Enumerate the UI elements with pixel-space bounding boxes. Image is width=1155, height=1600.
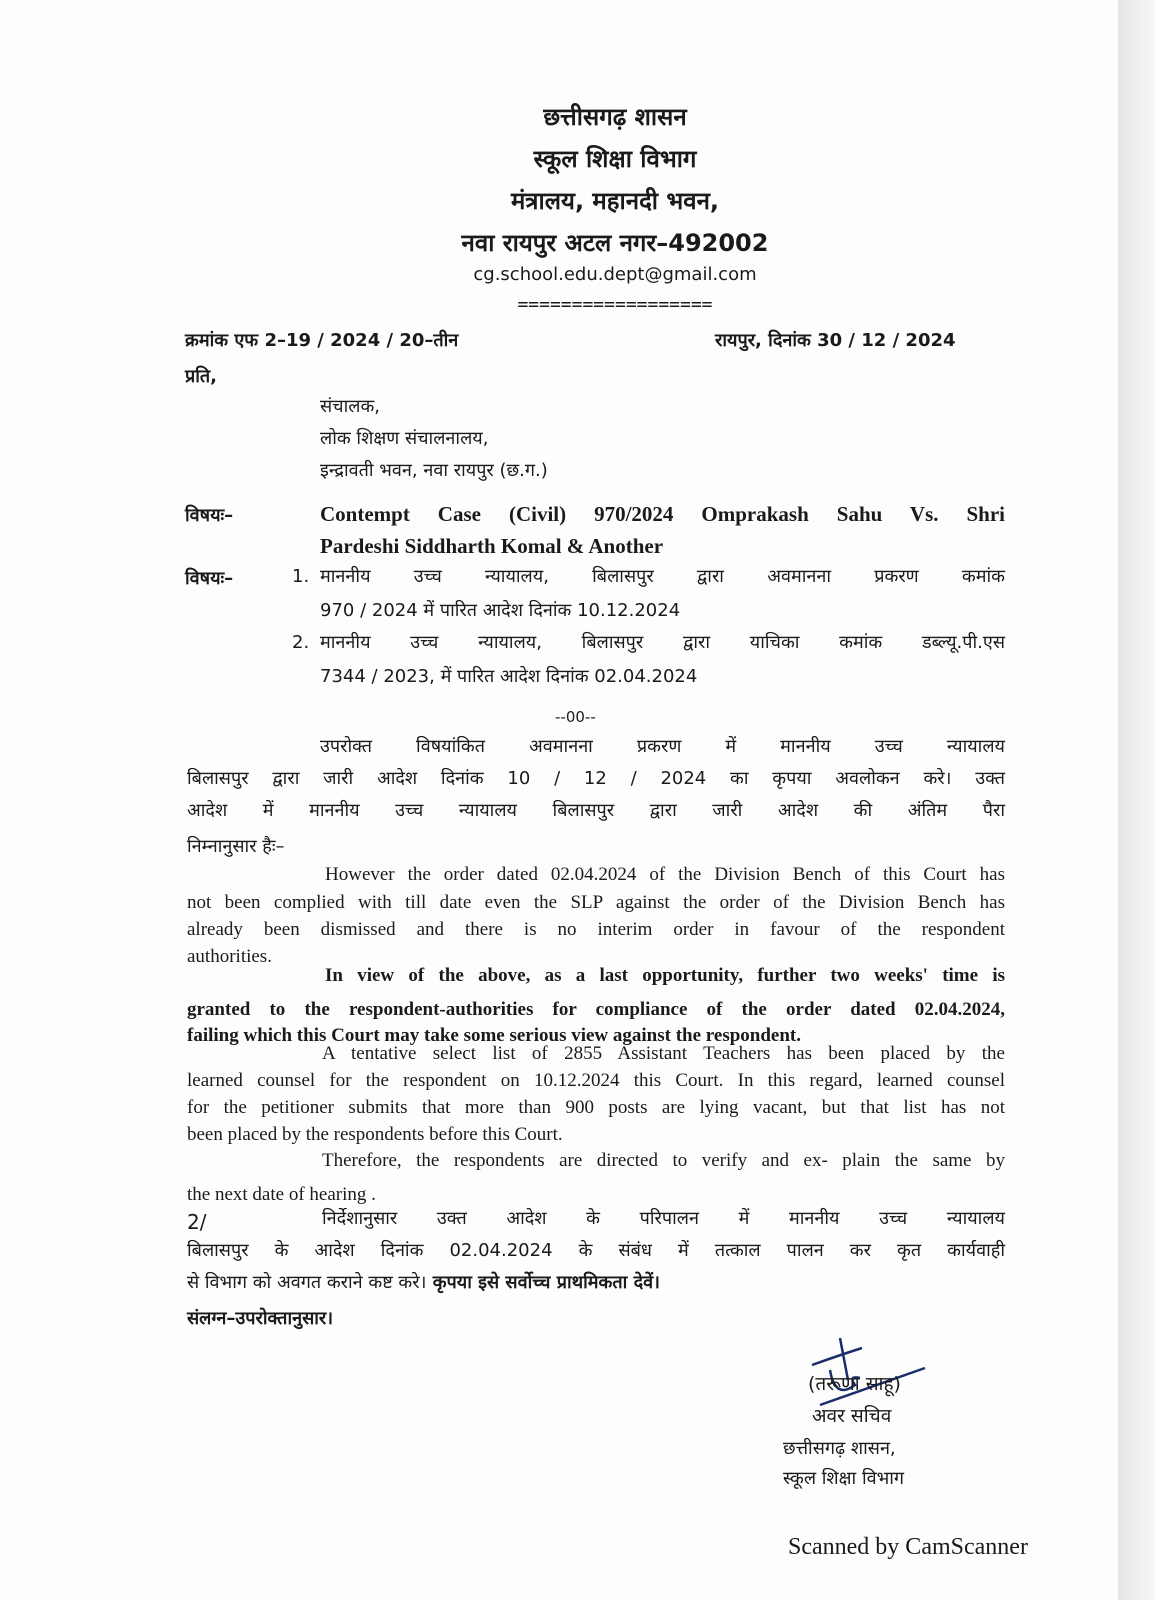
reference-label: विषयः– [185,568,234,589]
header-line: मंत्रालय, महानदी भवन, [510,187,720,215]
header-divider: ================== [517,294,713,315]
para2-number: 2/ [187,1210,207,1234]
enclosure: संलग्न–उपरोक्तानुसार। [187,1308,334,1329]
quote-line: However the order dated 02.04.2024 of the Division Bench of this Court has [325,864,1005,885]
quote-bold-line: granted to the respondent-authorities for compliance of the order dated 02.04.2024, [187,999,1005,1020]
reference-num: 2. [292,632,310,653]
place-date: रायपुर, दिनांक 30 / 12 / 2024 [715,330,956,351]
quote-line: A tentative select list of 2855 Assistant Teachers has been placed by the [322,1043,1005,1064]
header-line: छत्तीसगढ़ शासन [543,103,687,131]
addressee-line: संचालक, [320,396,381,417]
header-line: नवा रायपुर अटल नगर–492002 [461,229,769,257]
reference-num: 1. [292,566,310,587]
quote-line: learned counsel for the respondent on 10.12.2024 this Court. In this regard, learned counsel [187,1070,1005,1091]
quote-bold-line: failing which this Court may take some serious view against the respondent. [187,1025,801,1046]
quote-line: the next date of hearing . [187,1184,376,1205]
quote-bold-line: In view of the above, as a last opportunity, further two weeks' time is [325,965,1005,986]
para1-line: उपरोक्त विषयांकित अवमानना प्रकरण में माननीय उच्च न्यायालय [320,736,1005,757]
para2-line [187,1270,660,1294]
para2-priority: कृपया इसे सर्वोच्च प्राथमिकता देवें। [426,1272,660,1293]
signatory-org: छत्तीसगढ़ शासन, [783,1438,896,1459]
signatory-name: (तरूणा साहू) [808,1373,901,1395]
reference-number: क्रमांक एफ 2–19 / 2024 / 20–तीन [185,330,459,351]
to-label: प्रति, [185,366,218,387]
addressee-line: इन्द्रावती भवन, नवा रायपुर (छ.ग.) [320,460,548,481]
reference-line: 7344 / 2023, में पारित आदेश दिनांक 02.04.2024 [320,666,698,687]
quote-line: not been complied with till date even the SLP against the order of the Division Bench has [187,892,1005,913]
quote-line: for the petitioner submits that more than 900 posts are lying vacant, but that list has not [187,1097,1005,1118]
quote-line: Therefore, the respondents are directed to verify and ex- plain the same by [322,1150,1005,1171]
reference-line: माननीय उच्च न्यायालय, बिलासपुर द्वारा अवमानना प्रकरण कमांक [320,566,1005,587]
para2-line: बिलासपुर के आदेश दिनांक 02.04.2024 के संबंध में तत्काल पालन कर कृत कार्यवाही [187,1240,1005,1261]
reference-line: माननीय उच्च न्यायालय, बिलासपुर द्वारा याचिका कमांक डब्ल्यू.पी.एस [320,632,1005,653]
para2-line: निर्देशानुसार उक्त आदेश के परिपालन में माननीय उच्च न्यायालय [322,1208,1005,1229]
para1-line: निम्नानुसार हैः– [187,836,285,857]
signatory-designation: अवर सचिव [812,1405,892,1427]
reference-line: 970 / 2024 में पारित आदेश दिनांक 10.12.2024 [320,600,681,621]
header-email: cg.school.edu.dept@gmail.com [473,264,757,285]
quote-line: already been dismissed and there is no interim order in favour of the respondent [187,919,1005,940]
para2-text: से विभाग को अवगत कराने कष्ट करे। [187,1272,427,1293]
subject-line: Pardeshi Siddharth Komal & Another [320,534,664,558]
header-line: स्कूल शिक्षा विभाग [533,145,697,173]
signatory-org: स्कूल शिक्षा विभाग [783,1468,905,1489]
subject-label: विषयः– [185,505,234,526]
quote-line: been placed by the respondents before this Court. [187,1124,563,1145]
camscanner-watermark: Scanned by CamScanner [788,1534,1028,1560]
para1-line: बिलासपुर द्वारा जारी आदेश दिनांक 10 / 12 / 2024 का कृपया अवलोकन करे। उक्त [187,768,1005,789]
addressee-line: लोक शिक्षण संचालनालय, [320,428,489,449]
para1-line: आदेश में माननीय उच्च न्यायालय बिलासपुर द्वारा जारी आदेश की अंतिम पैरा [187,800,1005,821]
subject-line: Contempt Case (Civil) 970/2024 Omprakash Sahu Vs. Shri [320,502,1005,526]
separator: --00-- [555,708,596,726]
quote-line: authorities. [187,946,272,967]
